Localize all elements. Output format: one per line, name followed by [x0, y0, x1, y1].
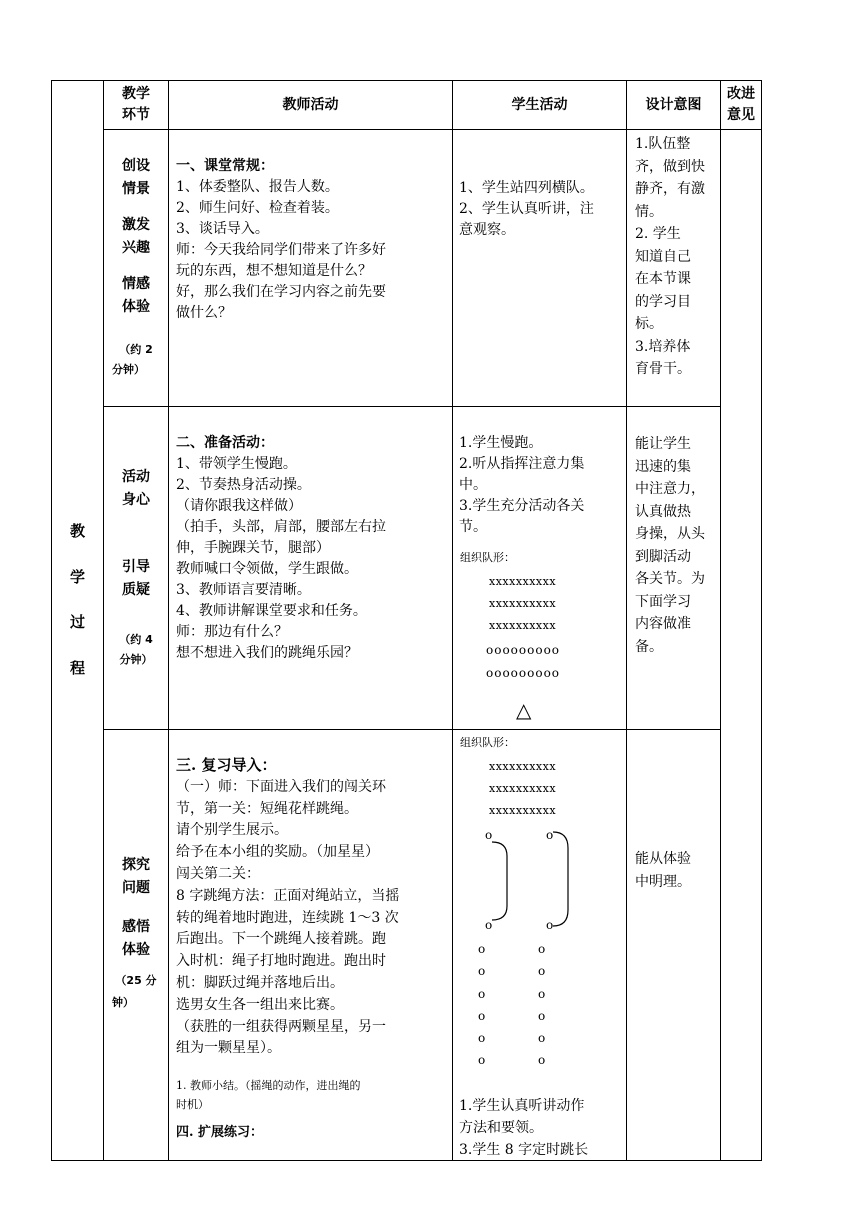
- formation-row: xxxxxxxxxx: [489, 782, 557, 795]
- queue-member: o: [478, 1008, 486, 1023]
- intent-line: 标。: [635, 316, 663, 332]
- queue-member: o: [478, 986, 486, 1001]
- intent-line: 下面学习: [635, 593, 691, 610]
- queue-member: o: [538, 964, 546, 979]
- intent-line: 育骨干。: [635, 361, 691, 377]
- teacher-line: 请个别学生展示。: [176, 822, 288, 839]
- queue-member: o: [538, 1031, 546, 1046]
- stage-gap: [104, 900, 168, 916]
- formation-row: ooooooooo: [486, 666, 561, 680]
- row2-formation-x: [489, 571, 556, 637]
- teacher-line: 机：脚跃过绳并落地后出。: [176, 974, 344, 991]
- stage-gap: [104, 260, 168, 273]
- student-line: 2.听从指挥注意力集: [459, 456, 585, 472]
- teacher-line: 师：今天我给同学们带来了许多好: [176, 242, 386, 258]
- rope-holder-marker: o: [485, 918, 493, 932]
- side-label-char: 程: [70, 659, 86, 677]
- teacher-line: 4、教师讲解课堂要求和任务。: [176, 603, 367, 619]
- teacher-line: 入时机：绳子打地时跑进。跑出时: [176, 953, 386, 970]
- header-teacher: 教师活动: [282, 97, 339, 113]
- row3-expand-title: 四. 扩展练习：: [176, 1125, 264, 1140]
- formation-row: xxxxxxxxxx: [489, 804, 557, 817]
- student-line: 3.学生 8 字定时跳长: [459, 1142, 589, 1158]
- teacher-line: 好，那么我们在学习内容之前先要: [176, 284, 386, 300]
- row2-formation-label: 组织队形：: [460, 551, 515, 564]
- stage-line: 问题: [122, 880, 150, 896]
- student-line: 方法和要领。: [459, 1120, 543, 1136]
- teacher-line: 转的绳着地时跑进，连续跳 1～3 次: [176, 909, 399, 926]
- teacher-line: 教师喊口令领做，学生跟做。: [176, 561, 358, 577]
- table-border-header-bottom: [103, 129, 762, 130]
- teacher-line: 1、带领学生慢跑。: [176, 456, 297, 472]
- stage-gap: [104, 201, 168, 214]
- queue-member: o: [538, 1008, 546, 1023]
- teacher-line: 闯关第二关：: [176, 865, 260, 882]
- queue-left: [478, 938, 485, 1072]
- intent-line: 身操，从头: [635, 526, 705, 542]
- time-line: 分钟）: [112, 363, 145, 376]
- formation-row: xxxxxxxxxx: [489, 597, 557, 610]
- queue-member: o: [478, 1031, 486, 1046]
- header-improve-line: 意见: [727, 107, 755, 123]
- student-line: 2、学生认真听讲，注: [459, 201, 594, 217]
- rope-bracket-right: [553, 832, 568, 926]
- stage-line: 活动: [122, 469, 150, 485]
- student-line: 1.学生认真听讲动作: [459, 1098, 585, 1114]
- stage-line: 创设: [122, 158, 150, 174]
- row2-student: [459, 433, 625, 538]
- intent-line: 静齐，有激: [635, 181, 705, 197]
- intent-line: 能从体验: [635, 851, 691, 867]
- summary-line: 1. 教师小结。（摇绳的动作，进出绳的: [176, 1079, 361, 1092]
- formation-row: xxxxxxxxxx: [489, 575, 557, 588]
- student-line: 1、学生站四列横队。: [459, 180, 594, 196]
- student-line: 节。: [459, 519, 487, 535]
- intent-line: 2. 学生: [635, 226, 681, 242]
- side-label-char: 学: [70, 568, 86, 586]
- intent-line: 3.培养体: [635, 338, 691, 355]
- time-line: 钟）: [112, 996, 134, 1009]
- teacher-line: 节，第一关：短绳花样跳绳。: [176, 800, 358, 817]
- summary-line: 时机）: [176, 1098, 209, 1111]
- side-label-char: 教: [70, 522, 86, 540]
- intent-line: 的学习目: [635, 293, 691, 310]
- time-line: 分钟）: [119, 653, 153, 666]
- stage-line: 体验: [122, 942, 150, 958]
- col-line-4: [626, 80, 627, 1161]
- row2-intent: [635, 433, 719, 658]
- formation-row: xxxxxxxxxx: [489, 619, 557, 632]
- side-label-char: 过: [70, 613, 86, 631]
- intent-line: 内容做准: [635, 616, 691, 632]
- queue-member: o: [538, 942, 546, 956]
- rope-holder-marker: o: [546, 828, 554, 842]
- row3-time: [104, 970, 168, 1014]
- queue-member: o: [538, 1053, 546, 1068]
- teacher-line: 伸，手腕踝关节，腿部）: [176, 540, 330, 556]
- teacher-section-title: 三. 复习导入：: [176, 756, 277, 774]
- teacher-line: 师：那边有什么？: [176, 624, 288, 640]
- stage-gap: [104, 512, 168, 556]
- intent-line: 各关节。为: [635, 571, 705, 587]
- intent-line: 认真做热: [635, 503, 691, 520]
- teacher-line: 玩的东西，想不想知道是什么？: [176, 263, 372, 279]
- row3-formation-label: 组织队形：: [460, 736, 515, 749]
- teacher-line: （拍手，头部，肩部，腰部左右拉: [176, 519, 386, 535]
- student-line: 3.学生充分活动各关: [459, 498, 585, 514]
- table-border-top: [51, 80, 762, 81]
- teacher-line: 做什么？: [176, 305, 232, 321]
- stage-line: 兴趣: [122, 240, 150, 256]
- header-stage-line: 环节: [122, 107, 150, 123]
- intent-line: 知道自己: [635, 248, 691, 265]
- stage-line: 探究: [122, 857, 150, 873]
- queue-right: [538, 938, 545, 1072]
- row3-formation-x: [489, 756, 556, 822]
- intent-line: 到脚活动: [635, 548, 691, 565]
- student-line: 中。: [459, 477, 487, 493]
- stage-line: 引导: [122, 559, 150, 575]
- time-line: （约 4: [119, 633, 153, 646]
- time-line: （25 分: [115, 974, 157, 987]
- header-stage: [104, 84, 168, 126]
- row2-time: [104, 630, 168, 670]
- intent-line: 1.队伍整: [635, 136, 691, 152]
- queue-member: o: [478, 964, 486, 979]
- col-line-3: [452, 80, 453, 1161]
- stage-line: 激发: [122, 217, 150, 233]
- row1-intent: [635, 133, 719, 381]
- stage-line: 感悟: [122, 919, 150, 935]
- teacher-line: 1、体委整队、报告人数。: [176, 179, 339, 195]
- teacher-line: 组为一颗星星）。: [176, 1040, 281, 1057]
- teacher-line: 2、节奏热身活动操。: [176, 477, 311, 493]
- student-line: 意观察。: [459, 222, 515, 238]
- stage-line: 情景: [122, 181, 150, 197]
- col-line-0: [51, 80, 52, 1161]
- teacher-triangle-icon: △: [516, 698, 532, 722]
- teacher-line: 后跑出。下一个跳绳人接着跳。跑: [176, 931, 386, 948]
- intent-line: 中注意力，: [635, 481, 705, 497]
- teacher-line: 给予在本小组的奖励。（加星星）: [176, 844, 379, 861]
- formation-row: ooooooooo: [486, 643, 561, 657]
- row2-teacher: [176, 433, 450, 664]
- row3-intent: [635, 848, 719, 894]
- row3-summary: [176, 1076, 361, 1114]
- intent-line: 备。: [635, 638, 663, 655]
- teacher-line: 3、教师语言要清晰。: [176, 582, 311, 598]
- header-improve-line: 改进: [727, 86, 755, 102]
- intent-line: 能让学生: [635, 436, 691, 452]
- row1-teacher: [176, 156, 450, 324]
- teacher-section-title: 二、准备活动：: [176, 435, 274, 451]
- formation-row: xxxxxxxxxx: [489, 760, 557, 773]
- header-student: 学生活动: [511, 97, 568, 113]
- teacher-line: （请你跟我这样做）: [176, 498, 302, 514]
- teacher-section-title: 一、课堂常规：: [176, 158, 274, 174]
- stage-line: 身心: [122, 492, 150, 508]
- intent-line: 中明理。: [635, 874, 691, 890]
- teacher-line: 8 字跳绳方法：正面对绳站立，当摇: [176, 887, 400, 904]
- col-line-5: [720, 80, 721, 1161]
- row3-teacher: [176, 755, 450, 1060]
- teacher-line: 选男女生各一组出来比赛。: [176, 996, 344, 1013]
- queue-member: o: [478, 942, 486, 956]
- teacher-line: 3、谈话导入。: [176, 221, 269, 237]
- teacher-line: （一）师：下面进入我们的闯关环: [176, 778, 386, 795]
- stage-line: 体验: [122, 299, 150, 315]
- col-line-6: [761, 80, 762, 1161]
- time-line: （约 2: [119, 343, 153, 356]
- row1-stage: [104, 155, 168, 319]
- row2-formation-o: [486, 639, 560, 685]
- intent-line: 齐，做到快: [635, 158, 705, 175]
- row3-stage: [104, 854, 168, 962]
- stage-line: 质疑: [122, 582, 150, 598]
- intent-line: 在本节课: [635, 271, 691, 287]
- teacher-line: 想不想进入我们的跳绳乐园？: [176, 645, 358, 661]
- header-intent: 设计意图: [645, 97, 702, 113]
- table-border-bottom: [51, 1160, 762, 1161]
- teacher-line: （获胜的一组获得两颗星星，另一: [176, 1018, 386, 1035]
- student-line: 1.学生慢跑。: [459, 435, 543, 451]
- intent-line: 情。: [635, 203, 663, 220]
- queue-member: o: [478, 1053, 486, 1068]
- table-border-row2-bottom: [103, 729, 720, 730]
- row3-student: [459, 1095, 625, 1161]
- header-stage-line: 教学: [122, 86, 150, 102]
- row1-student: [459, 178, 625, 241]
- queue-member: o: [538, 986, 546, 1001]
- intent-line: 迅速的集: [635, 458, 691, 475]
- header-improve: [721, 84, 761, 126]
- row1-time: [104, 340, 168, 380]
- table-border-row1-bottom: [103, 406, 720, 407]
- rope-bracket-left: [492, 842, 507, 920]
- stage-line: 情感: [122, 276, 150, 292]
- teacher-line: 2、师生问好、检查着装。: [176, 200, 339, 216]
- rope-holder-marker: o: [485, 828, 493, 842]
- row2-stage: [104, 466, 168, 602]
- col-line-2: [168, 80, 169, 1161]
- rope-holder-marker: o: [546, 918, 554, 932]
